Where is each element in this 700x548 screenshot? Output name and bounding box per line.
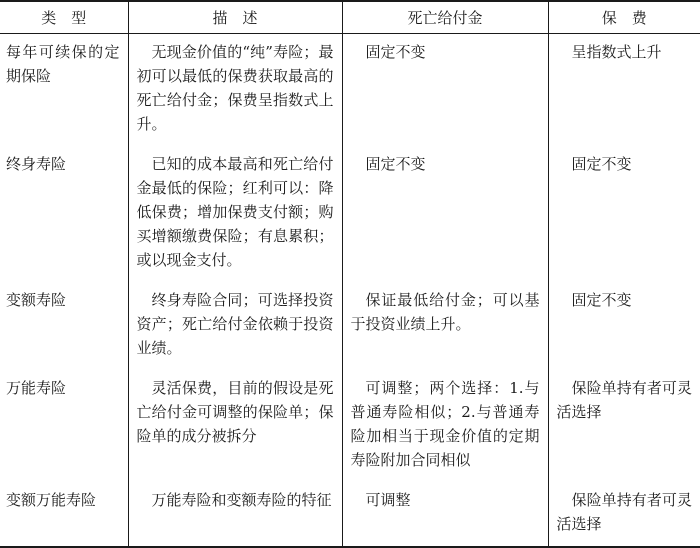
cell-type: 终身寿险: [6, 155, 67, 173]
cell-death-benefit: 可调整；两个选择：1.与普通寿险相似；2.与普通寿险加相当于现金价值的定期寿险附加合同相似: [342, 370, 548, 482]
cell-death-benefit: 保证最低给付金；可以基于投资业绩上升。: [342, 282, 548, 370]
cell-death-benefit: 固定不变: [342, 34, 548, 147]
cell-type: 变额寿险: [6, 291, 67, 309]
cell-description: 灵活保费，目前的假设是死亡给付金可调整的保险单；保险单的成分被拆分: [128, 370, 342, 482]
cell-type: 变额万能寿险: [0, 482, 128, 547]
table-row: [0, 146, 700, 282]
header-death-benefit: 死亡给付金: [342, 1, 548, 34]
cell-premium: 保险单持有者可灵活选择: [548, 370, 700, 482]
cell-death-benefit: 固定不变: [342, 146, 548, 282]
cell-description: 万能寿险和变额寿险的特征: [128, 482, 342, 547]
cell-premium: 呈指数式上升: [548, 34, 700, 147]
header-premium: 保 费: [548, 1, 700, 34]
table-row: [0, 370, 700, 482]
cell-description: 无现金价值的“纯”寿险；最初可以最低的保费获取最高的死亡给付金；保费呈指数式上升。: [128, 34, 342, 147]
cell-premium: 保险单持有者可灵活选择: [548, 482, 700, 547]
table-row: [0, 482, 700, 547]
table-row: [0, 282, 700, 370]
cell-description: 终身寿险合同；可选择投资资产；死亡给付金依赖于投资业绩。: [128, 282, 342, 370]
cell-type: 万能寿险: [6, 379, 67, 397]
cell-type: 每年可续保的定期保险: [6, 43, 120, 85]
header-row: [0, 1, 700, 34]
cell-premium: 固定不变: [548, 146, 700, 282]
cell-death-benefit: 可调整: [342, 482, 548, 547]
cell-premium: 固定不变: [548, 282, 700, 370]
header-description: 描 述: [128, 1, 342, 34]
table-row: [0, 34, 700, 147]
header-type: 类 型: [0, 1, 128, 34]
cell-description: 已知的成本最高和死亡给付金最低的保险；红利可以：降低保费；增加保费支付额；购买增额缴费保险；有息累积；或以现金支付。: [128, 146, 342, 282]
